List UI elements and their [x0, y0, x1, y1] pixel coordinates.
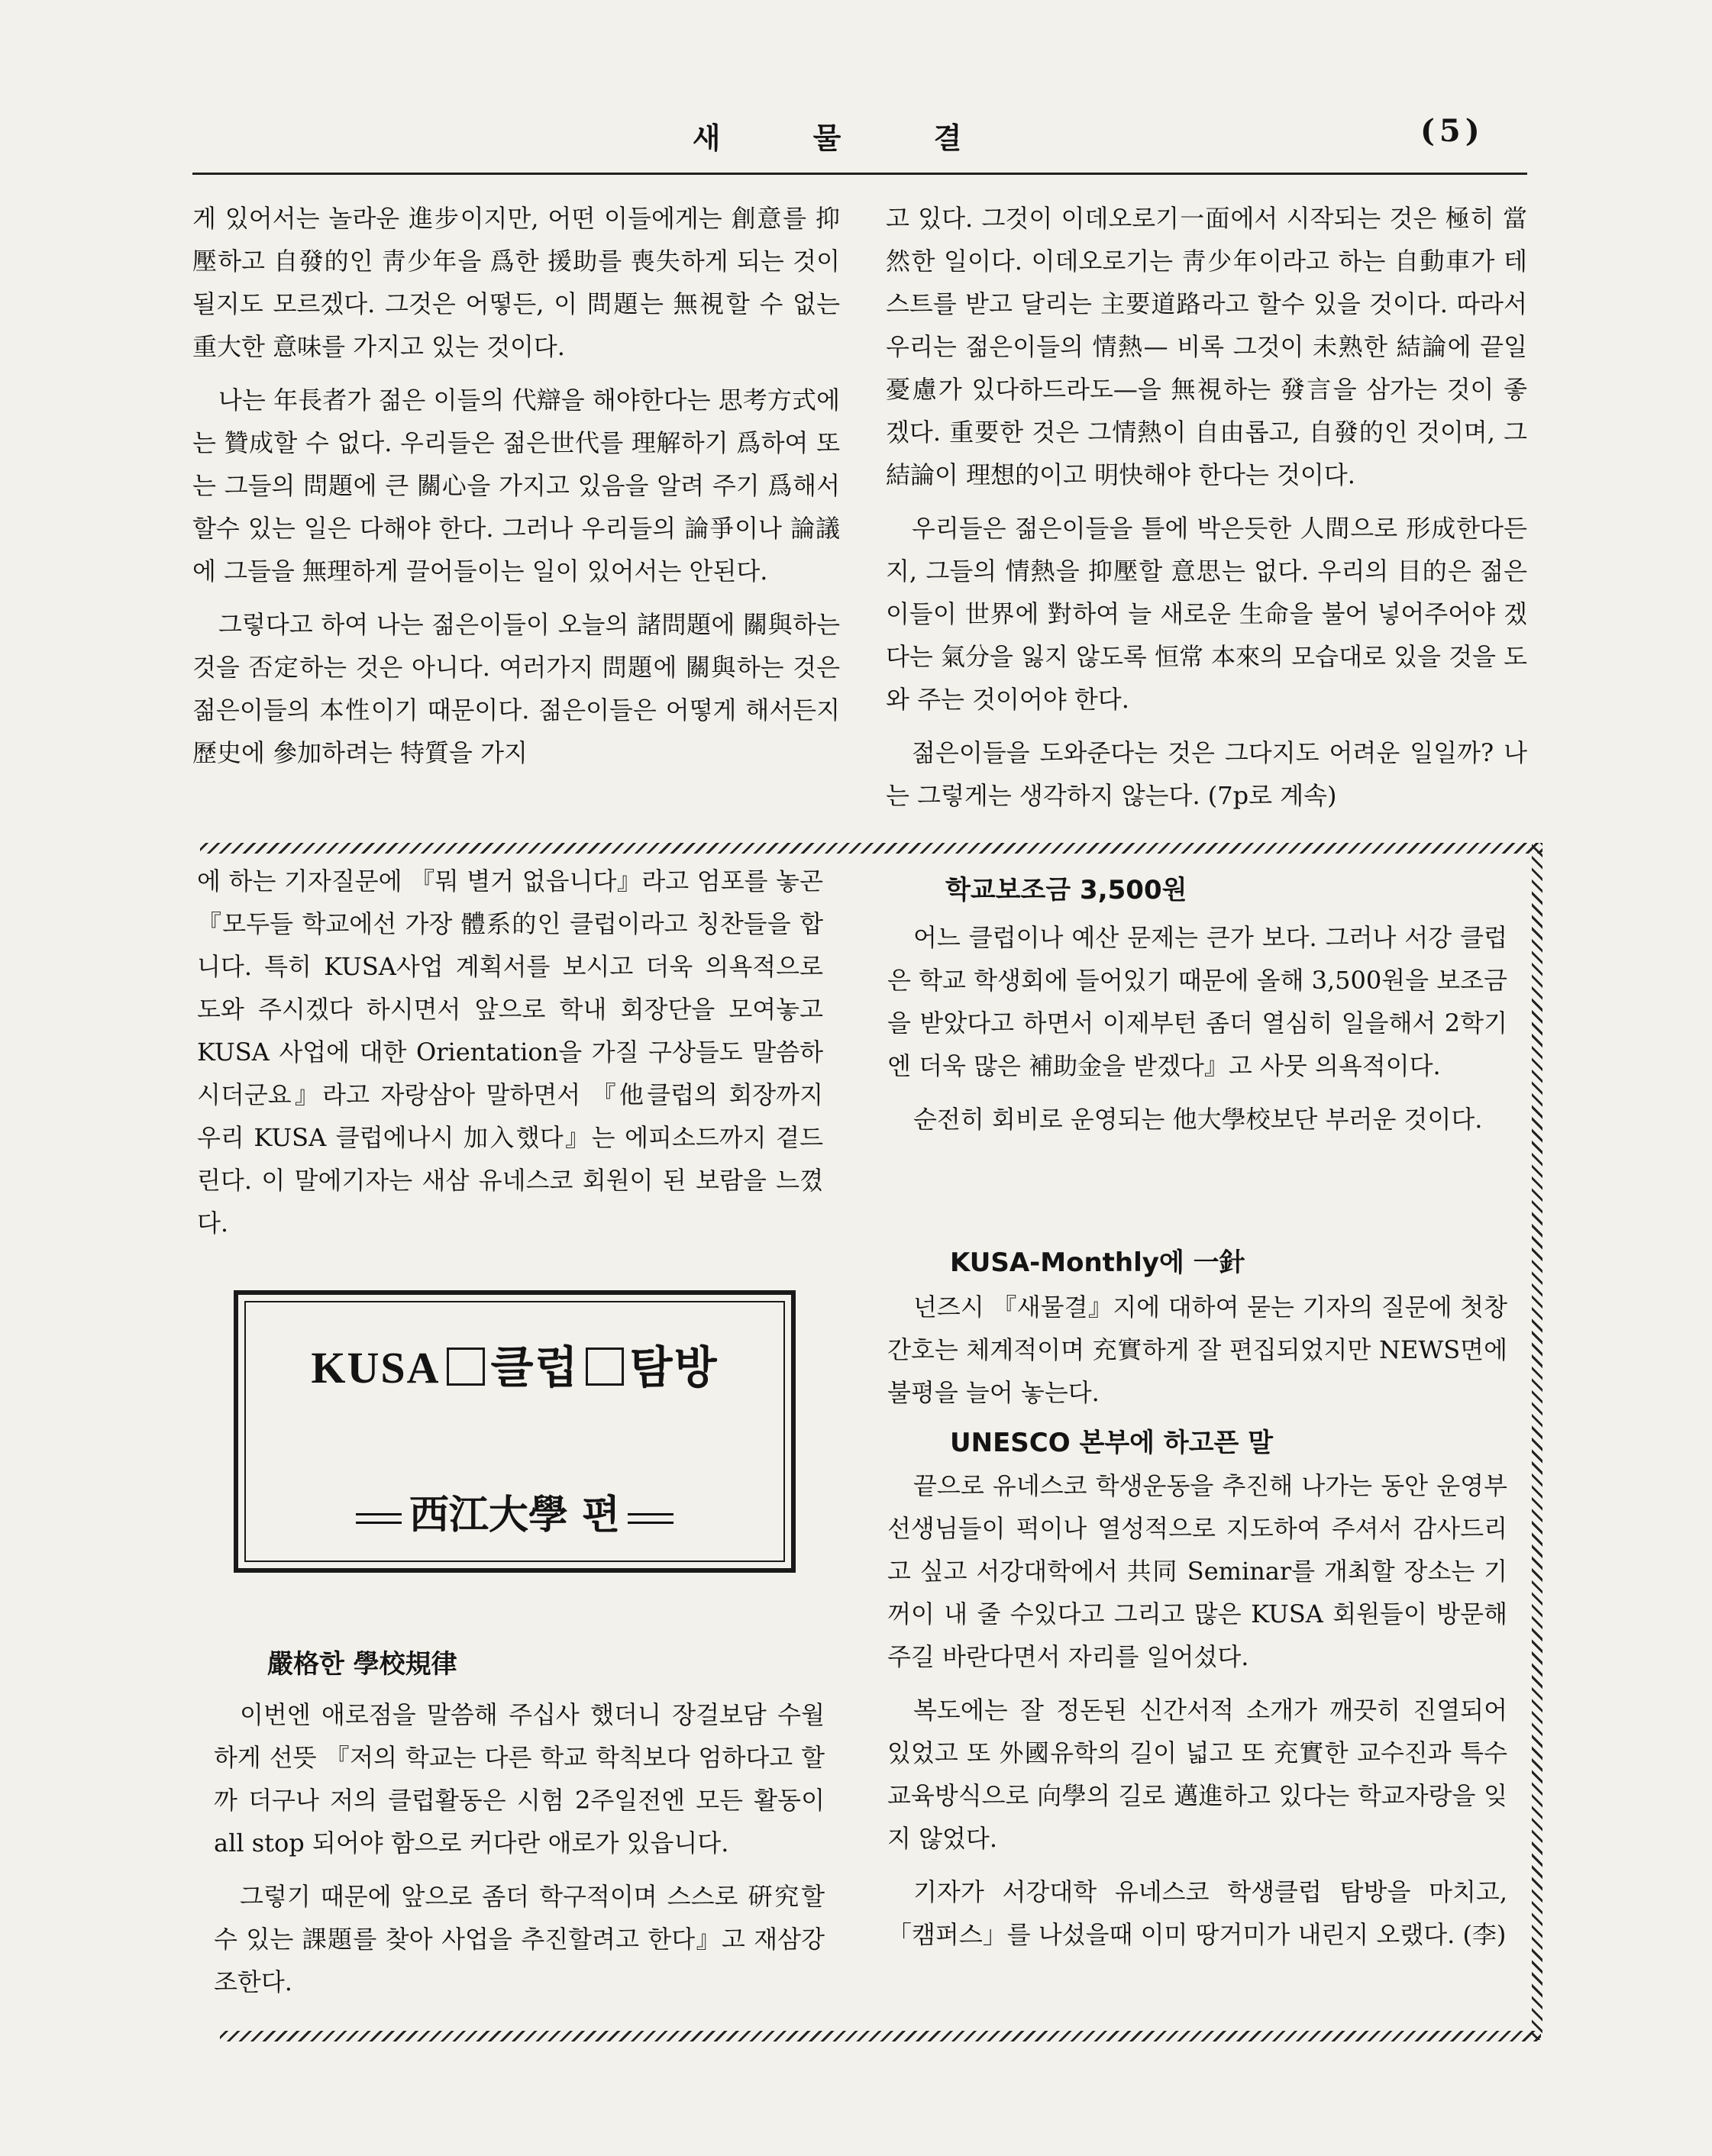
bottom-right-section	[887, 1286, 1507, 1414]
header-rule	[192, 173, 1527, 175]
article-paragraph: 넌즈시 『새물결』지에 대하여 묻는 기자의 질문에 첫창간호는 체계적이며 充實하게 잘 편집되었지만 NEWS면에 불평을 늘어 놓는다.	[887, 1293, 1507, 1407]
top-left-column	[192, 197, 840, 774]
wavy-divider-bottom	[220, 2031, 1541, 2041]
square-icon	[447, 1348, 485, 1386]
article-paragraph: 에 하는 기자질문에 『뭐 별거 없읍니다』라고 엄포를 놓곤 『모두들 학교에선 가장 體系的인 클럽이라고 칭찬들을 합니다. 특히 KUSA사업 계획서를 보시고 더욱 의욕적으로 도와 주시겠다 하시면서 앞으로 학내 회장단을 모여놓고 KUSA 사업에 대한 Orientation을 가질 구상들도 말씀하시더군요』라고 자랑삼아 말하면서 『他클럽의 회장까지 우리 KUSA 클럽에나시 加入했다』는 에피소드까지 곁드린다. 이 말에기자는 새삼 유네스코 회원이 된 보람을 느꼈다.	[197, 867, 823, 1238]
article-paragraph: 나는 年長者가 젊은 이들의 代辯을 해야한다는 思考方式에는 贊成할 수 없다. 우리들은 젊은世代를 理解하기 爲하여 또는 그들의 問題에 큰 關心을 가지고 있음을 알려 주기 爲해서 할수 있는 일은 다해야 한다. 그러나 우리들의 論爭이나 論議에 그들을 無理하게 끌어들이는 일이 있어서는 안된다.	[192, 386, 840, 586]
section-heading: 학교보조금 3,500원	[945, 875, 1187, 905]
newspaper-title: 새 물 결	[692, 121, 1003, 155]
section-heading: 嚴格한 學校規律	[267, 1649, 457, 1680]
article-paragraph: 기자가 서강대학 유네스코 학생클럽 탐방을 마치고, 「캠퍼스」를 나섰을때 이미 땅거미가 내린지 오랬다. (李)	[887, 1877, 1507, 1949]
article-paragraph: 어느 클럽이나 예산 문제는 큰가 보다. 그러나 서강 클럽은 학교 학생회에 들어있기 때문에 올해 3,500원을 보조금을 받았다고 하면서 이제부턴 좀더 열심히 일을해서 2학기엔 더욱 많은 補助金을 받겠다』고 사뭇 의욕적이다.	[887, 923, 1507, 1080]
double-dash-decoration	[628, 1513, 673, 1524]
feature-title-part: 클럽	[490, 1343, 580, 1393]
article-paragraph: 게 있어서는 놀라운 進步이지만, 어떤 이들에게는 創意를 抑壓하고 自發的인 靑少年을 爲한 援助를 喪失하게 되는 것이 될지도 모르겠다. 그것은 어떻든, 이 問題는 無視할 수 없는 重大한 意味를 가지고 있는 것이다.	[192, 204, 840, 361]
article-paragraph: 젊은이들을 도와준다는 것은 그다지도 어려운 일일까? 나는 그렇게는 생각하지 않는다. (7p로 계속)	[886, 738, 1527, 810]
article-paragraph: 고 있다. 그것이 이데오로기一面에서 시작되는 것은 極히 當然한 일이다. 이데오로기는 靑少年이라고 하는 自動車가 테스트를 받고 달리는 主要道路라고 할수 있을 것이다. 따라서 우리는 젊은이들의 情熱— 비록 그것이 未熟한 結論에 끝일 憂慮가 있다하드라도—을 無視하는 發言을 삼가는 것이 좋겠다. 重要한 것은 그情熱이 自由롭고, 自發的인 것이며, 그 結論이 理想的이고 明快해야 한다는 것이다.	[886, 204, 1527, 489]
wavy-divider-top	[200, 843, 1542, 854]
feature-title-box	[234, 1290, 796, 1573]
feature-subtitle	[246, 1483, 783, 1540]
feature-subtitle-text: 西江大學 편	[409, 1492, 621, 1538]
bottom-left-lower-column	[214, 1693, 825, 2003]
bottom-right-section	[887, 916, 1507, 1141]
section-heading: KUSA-Monthly에 一針	[950, 1247, 1245, 1278]
bottom-left-column	[197, 860, 823, 1244]
square-icon	[586, 1348, 624, 1386]
article-paragraph: 우리들은 젊은이들을 틀에 박은듯한 人間으로 形成한다든지, 그들의 情熱을 抑壓할 意思는 없다. 우리의 目的은 젊은 이들이 世界에 對하여 늘 새로운 生命을 불어 넣어주어야 겠다는 氣分을 잃지 않도록 恒常 本來의 모습대로 있을 것을 도와 주는 것이어야 한다.	[886, 514, 1527, 714]
article-paragraph: 이번엔 애로점을 말씀해 주십사 했더니 장걸보담 수월하게 선뜻 『저의 학교는 다른 학교 학칙보다 엄하다고 할까 더구나 저의 클럽활동은 시험 2주일전엔 모든 활동이 all stop 되어야 함으로 커다란 애로가 있읍니다.	[214, 1700, 825, 1857]
bottom-right-section	[887, 1464, 1507, 1956]
article-paragraph: 순전히 회비로 운영되는 他大學校보단 부러운 것이다.	[913, 1105, 1483, 1134]
page-number: (5)	[1420, 113, 1484, 149]
feature-title-box-inner	[244, 1301, 785, 1562]
article-paragraph: 그렇기 때문에 앞으로 좀더 학구적이며 스스로 硏究할 수 있는 課題를 찾아 사업을 추진할려고 한다』고 재삼강조한다.	[214, 1882, 825, 1996]
article-paragraph: 끝으로 유네스코 학생운동을 추진해 나가는 동안 운영부 선생님들이 퍽이나 열성적으로 지도하여 주셔서 감사드리고 싶고 서강대학에서 共同 Seminar를 개최할 장소는 기꺼이 내 줄 수있다고 그리고 많은 KUSA 회원들이 방문해 주길 바란다면서 자리를 일어섰다.	[887, 1471, 1507, 1671]
feature-title-part: 탐방	[629, 1343, 719, 1393]
feature-title	[246, 1331, 783, 1396]
top-right-column	[886, 197, 1527, 817]
feature-title-part: KUSA	[311, 1343, 441, 1393]
section-heading: UNESCO 본부에 하고픈 말	[950, 1428, 1274, 1458]
double-dash-decoration	[356, 1513, 402, 1524]
article-paragraph: 복도에는 잘 정돈된 신간서적 소개가 깨끗히 진열되어 있었고 또 外國유학의 길이 넓고 또 充實한 교수진과 특수 교육방식으로 向學의 길로 邁進하고 있다는 학교자랑을 잊지 않었다.	[887, 1696, 1507, 1853]
wavy-divider-right	[1532, 843, 1542, 2040]
article-paragraph: 그렇다고 하여 나는 젊은이들이 오늘의 諸問題에 關與하는 것을 否定하는 것은 아니다. 여러가지 問題에 關與하는 것은 젊은이들의 本性이기 때문이다. 젊은이들은 어떻게 해서든지 歷史에 參加하려는 特質을 가지	[192, 610, 840, 767]
